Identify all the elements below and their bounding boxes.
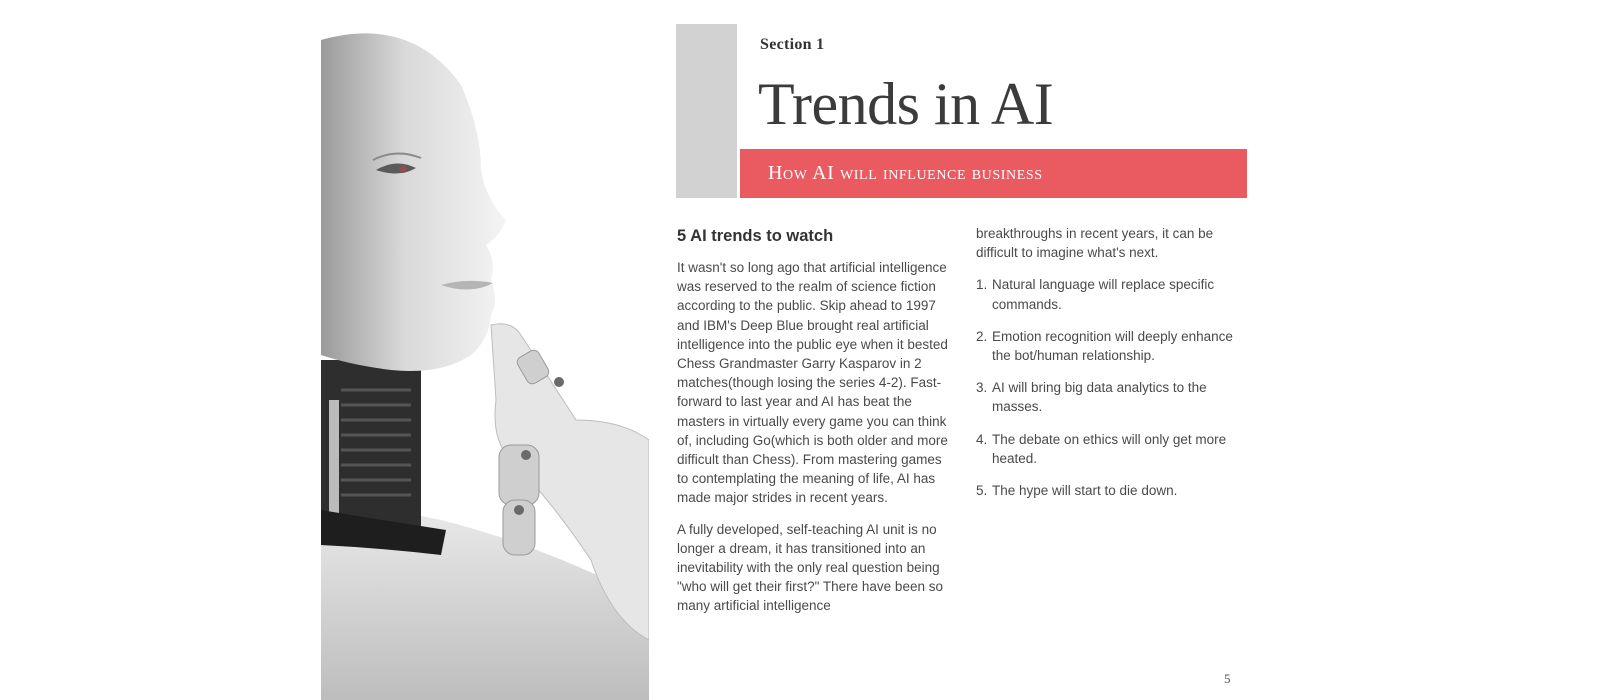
column-2	[976, 224, 1251, 513]
list-item	[976, 275, 1251, 313]
section-label: Section 1	[760, 36, 825, 53]
list-text: The hype will start to die down.	[992, 483, 1178, 499]
list-item	[976, 378, 1251, 416]
column-1	[677, 224, 952, 628]
column-heading: 5 AI trends to watch	[677, 227, 834, 245]
list-item	[976, 327, 1251, 365]
page-title: Trends in AI	[758, 71, 1054, 137]
list-number: 5.	[976, 483, 988, 499]
list-number: 4.	[976, 431, 988, 447]
list-text: The debate on ethics will only get more heated.	[992, 431, 1227, 466]
list-number: 2.	[976, 328, 988, 344]
paragraph: A fully developed, self-teaching AI unit is no longer a dream, it has transitioned into an inevitability with the only real question being "who will get their first?" There have been so many artificial intelligence	[677, 521, 943, 614]
robot-photo	[321, 0, 649, 700]
trends-list	[976, 275, 1251, 500]
list-number: 1.	[976, 277, 988, 293]
list-text: Emotion recognition will deeply enhance the bot/human relationship.	[992, 328, 1233, 364]
list-text: AI will bring big data analytics to the masses.	[992, 380, 1207, 415]
accent-bar	[676, 24, 737, 198]
robot-illustration	[321, 0, 649, 700]
page-number: 5	[1224, 671, 1231, 686]
subtitle: How AI will influence business	[768, 162, 1043, 184]
list-item	[976, 481, 1251, 500]
list-number: 3.	[976, 380, 988, 396]
list-text: Natural language will replace specific commands.	[992, 277, 1215, 312]
paragraph: It wasn't so long ago that artificial intelligence was reserved to the realm of science fiction according to the public. Skip ahead to 1997 and IBM's Deep Blue brought real artificial intelligence into the public eye when it bested Chess Grandmaster Garry Kasparov in 2 matches(though losing the series 4-2). Fast-forward to last year and AI has beat the masters in virtually every game you can think of, including Go(which is both older and more difficult than Chess). From mastering games to contemplating the meaning of life, AI has made major strides in recent years.	[677, 260, 948, 506]
subtitle-banner	[740, 149, 1247, 198]
paragraph-continuation: breakthroughs in recent years, it can be difficult to imagine what's next.	[976, 226, 1214, 261]
list-item	[976, 430, 1251, 468]
